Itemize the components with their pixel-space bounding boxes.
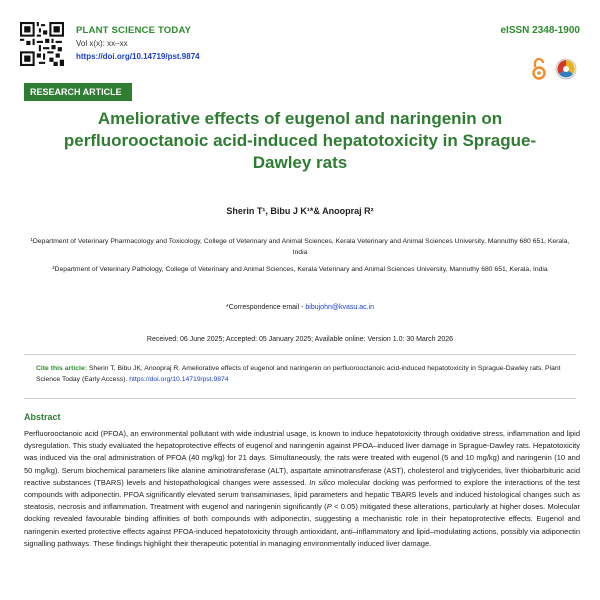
citation-link[interactable]: https://doi.org/10.14719/pst.9874 (129, 376, 229, 383)
eissn: eISSN 2348-1900 (500, 25, 580, 36)
abstract-p-symbol: P (326, 502, 332, 512)
correspondence (0, 304, 600, 311)
authors: Sherin T¹, Bibu J K¹*& Anoopraj R² (226, 206, 374, 216)
article-dates: Received: 06 June 2025; Accepted: 05 January 2025; Available online: Version 1.0: 30 March 2026 (146, 336, 454, 343)
crossmark-icon[interactable] (555, 58, 577, 80)
volume-info: Vol x(x): xx–xx (76, 39, 128, 48)
affiliation-1: ¹Department of Veterinary Pharmacology and Toxicology, College of Veterinary and Animal Sciences, Kerala Veterinary and Animal Sciences University, Mannuthy 680 651, Kerala, India (30, 238, 570, 256)
abstract-text (24, 428, 580, 550)
citation-text: Sherin T, Bibu JK, Anoopraj R. Ameliorative effects of eugenol and naringenin on perfluorooctanoic acid-induced hepatotoxicity in Sprague-Dawley rats. Plant Science Today (Early Access). (36, 365, 561, 383)
correspondence-email[interactable]: bibujohn@kvasu.ac.in (305, 304, 374, 311)
abstract-part-3: < 0.05) mitigated these alterations, particularly at higher doses. Molecular docking revealed favourable binding affinities of both compounds with adiponectin, suggesting a mechanistic role in their hepatoprotective effects. Eugenol and naringenin exerted protective effects against PFOA-induced hepatotoxicity through antioxidant, anti–inflammatory and lipid–modulating actions, possibly via adiponectin signalling pathways. These findings highlight their therapeutic potential in managing environmentally induced liver damage. (24, 502, 580, 548)
abstract-part-2: molecular docking was performed to explore the interactions of the test compounds with adiponectin. PFOA significantly elevated serum transaminases, lipid parameters and hepatic TBARS levels and induced histological changes such as steatosis, necrosis and inflammation. Treatment with eugenol and naringenin significantly ( (24, 477, 580, 512)
citation-block (36, 363, 566, 385)
open-access-icon[interactable] (532, 58, 546, 80)
abstract-in-silico: In silico (309, 477, 335, 487)
doi-link[interactable]: https://doi.org/10.14719/pst.9874 (76, 52, 200, 61)
correspondence-label: *Correspondence email - (226, 304, 304, 311)
article-title: Ameliorative effects of eugenol and naringenin on perfluorooctanoic acid-induced hepatotoxicity in Sprague-Dawley rats (63, 109, 537, 172)
abstract-heading: Abstract (24, 412, 61, 422)
divider (24, 398, 576, 399)
citation-label: Cite this article: (36, 365, 87, 372)
abstract-part-1: Perfluorooctanoic acid (PFOA), an environmental pollutant with wide industrial usage, is known to induce hepatotoxicity through oxidative stress, inflammation and lipid dysregulation. This study evaluated the hepatoprotective effects of eugenol and naringenin against PFOA–induced liver damage in Sprague-Dawley rats. Hepatotoxicity was induced via the oral administration of PFOA (40 mg/kg) for 21 days. Simultaneously, the rats were treated with eugenol (5 and 10 mg/kg) and naringenin (10 and 50 mg/kg). Serum biochemical parameters like alanine aminotransferase (ALT), aspartate aminotransferase (AST), cholesterol and triglycerides, liver thiobarbituric acid reactive substances (TBARS) levels and histopathological changes were assessed. (24, 429, 580, 487)
journal-name: PLANT SCIENCE TODAY (76, 25, 192, 36)
affiliation-2: ²Department of Veterinary Pathology, College of Veterinary and Animal Sciences, Kerala Veterinary and Animal Sciences University, Mannuthy 680 651, Kerala, India (52, 266, 548, 273)
qr-code-icon (20, 22, 64, 66)
article-type-badge: RESEARCH ARTICLE (24, 83, 132, 101)
divider (24, 354, 576, 355)
